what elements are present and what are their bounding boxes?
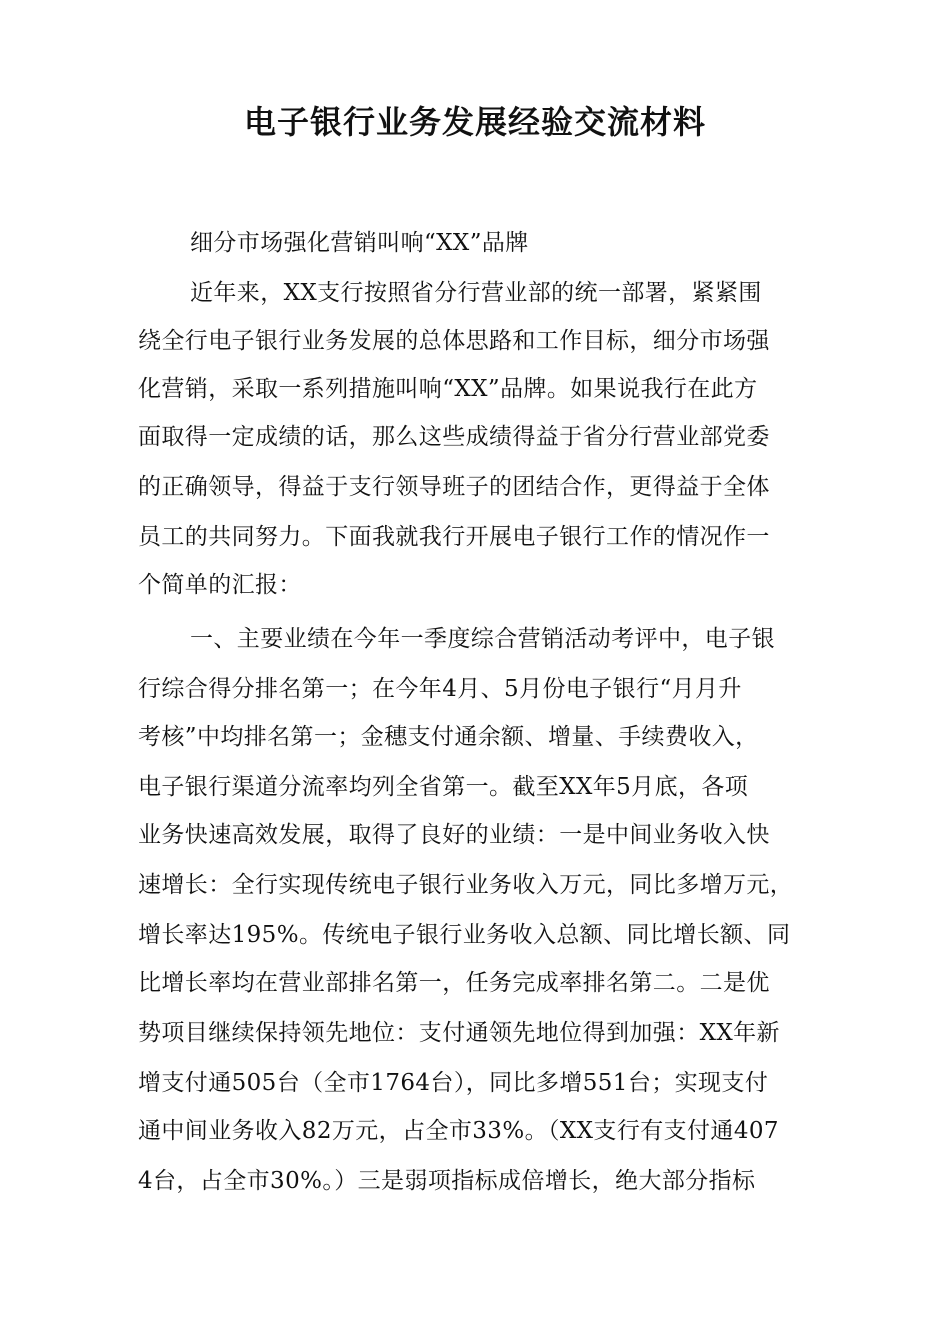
- body-line: 面取得一定成绩的话，那么这些成绩得益于省分行营业部党委: [138, 424, 770, 450]
- body-line: 增支付通505台（全市1764台），同比多增551台；实现支付: [138, 1070, 769, 1096]
- body-line: 考核”中均排名第一；金穗支付通余额、增量、手续费收入，: [138, 724, 759, 750]
- body-line: 员工的共同努力。下面我就我行开展电子银行工作的情况作一: [138, 524, 770, 550]
- body-line: 比增长率均在营业部排名第一，任务完成率排名第二。二是优: [138, 970, 770, 996]
- body-line: 增长率达195%。传统电子银行业务收入总额、同比增长额、同: [138, 922, 791, 948]
- body-line: 行综合得分排名第一；在今年4月、5月份电子银行“月月升: [138, 676, 742, 702]
- body-line: 个简单的汇报：: [138, 572, 302, 598]
- body-line: 的正确领导，得益于支行领导班子的团结合作，更得益于全体: [138, 474, 770, 500]
- body-line: 通中间业务收入82万元，占全市33%。（XX支行有支付通407: [138, 1118, 779, 1144]
- section-heading: 细分市场强化营销叫响“XX”品牌: [190, 230, 529, 256]
- document-title: 电子银行业务发展经验交流材料: [243, 103, 706, 141]
- body-line: 4台，占全市30%。）三是弱项指标成倍增长，绝大部分指标: [138, 1168, 756, 1194]
- body-line: 势项目继续保持领先地位：支付通领先地位得到加强：XX年新: [138, 1020, 780, 1046]
- body-line: 速增长：全行实现传统电子银行业务收入万元，同比多增万元，: [138, 872, 794, 898]
- body-line: 绕全行电子银行业务发展的总体思路和工作目标，细分市场强: [138, 328, 770, 354]
- body-line: 一、主要业绩在今年一季度综合营销活动考评中，电子银: [190, 626, 775, 652]
- body-line: 电子银行渠道分流率均列全省第一。截至XX年5月底，各项: [138, 774, 749, 800]
- body-line: 近年来，XX支行按照省分行营业部的统一部署，紧紧围: [190, 280, 762, 306]
- body-line: 业务快速高效发展，取得了良好的业绩：一是中间业务收入快: [138, 822, 770, 848]
- body-line: 化营销，采取一系列措施叫响“XX”品牌。如果说我行在此方: [138, 376, 758, 402]
